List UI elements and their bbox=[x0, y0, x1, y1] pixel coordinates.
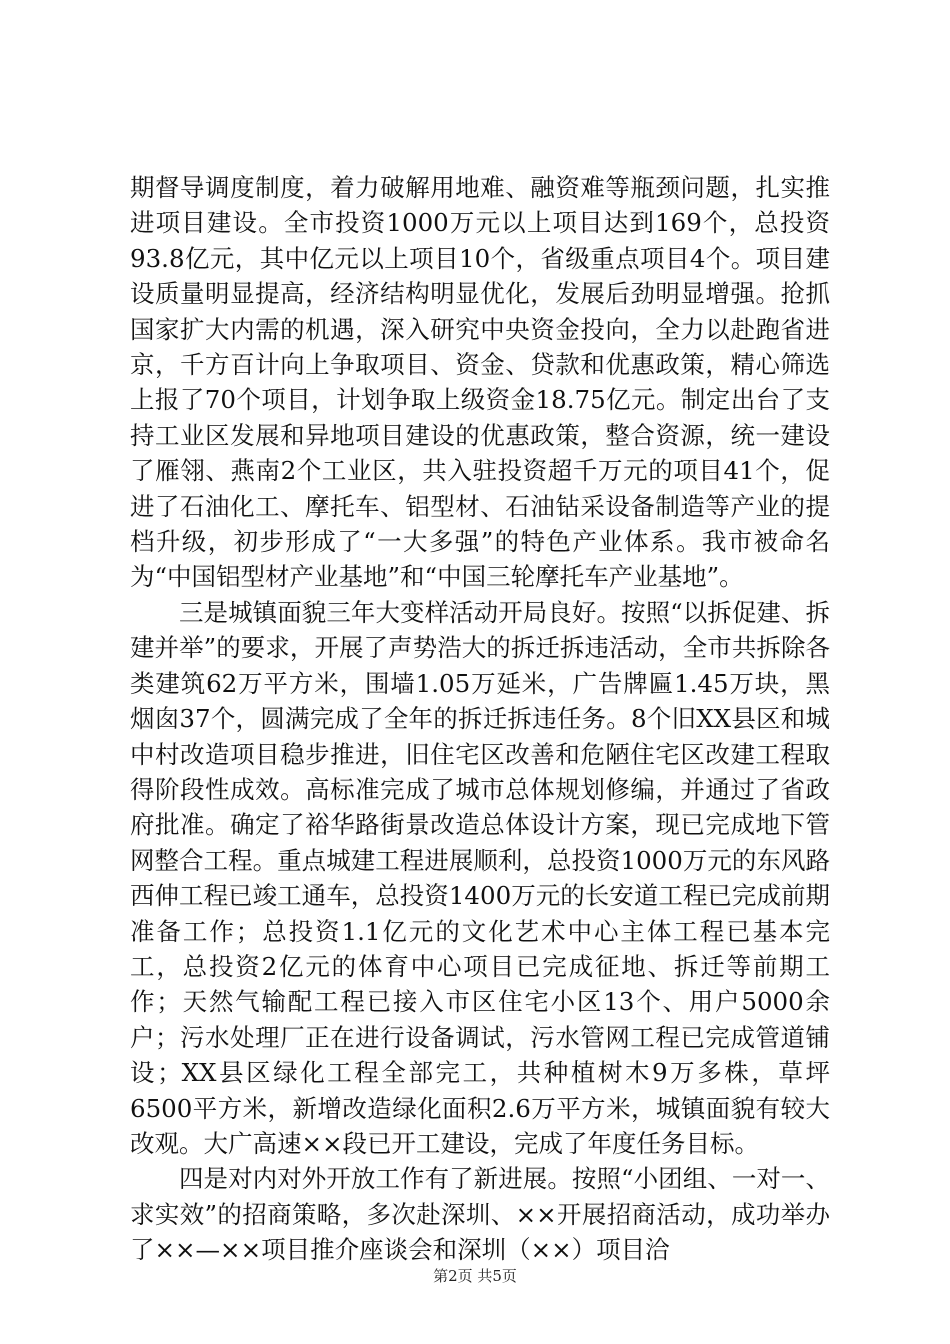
document-body bbox=[130, 170, 830, 1268]
page-footer: 第2页 共5页 bbox=[433, 1267, 517, 1285]
paragraph-3: 四是对内对外开放工作有了新进展。按照“小团组、一对一、求实效”的招商策略，多次赴深圳、××开展招商活动，成功举办了××—××项目推介座谈会和深圳（××）项目洽 bbox=[130, 1164, 830, 1265]
paragraph-2: 三是城镇面貌三年大变样活动开局良好。按照“以拆促建、拆建并举”的要求，开展了声势浩大的拆迁拆违活动，全市共拆除各类建筑62万平方米，围墙1.05万延米，广告牌匾1.45万块，黑烟囱37个，圆满完成了全年的拆迁拆违任务。8个旧XX县区和城中村改造项目稳步推进，旧住宅区改善和危陋住宅区改建工程取得阶段性成效。高标准完成了城市总体规划修编，并通过了省政府批准。确定了裕华路街景改造总体设计方案，现已完成地下管网整合工程。重点城建工程进展顺利，总投资1000万元的东风路西伸工程已竣工通车，总投资1400万元的长安道工程已完成前期准备工作；总投资1.1亿元的文化艺术中心主体工程已基本完工，总投资2亿元的体育中心项目已完成征地、拆迁等前期工作；天然气输配工程已接入市区住宅小区13个、用户5000余户；污水处理厂正在进行设备调试，污水管网工程已完成管道铺设；XX县区绿化工程全部完工，共种植树木9万多株，草坪6500平方米，新增改造绿化面积2.6万平方米，城镇面貌有较大改观。大广高速××段已开工建设，完成了年度任务目标。 bbox=[130, 597, 830, 1158]
paragraph-1: 期督导调度制度，着力破解用地难、融资难等瓶颈问题，扎实推进项目建设。全市投资1000万元以上项目达到169个，总投资93.8亿元，其中亿元以上项目10个，省级重点项目4个。项目建设质量明显提高，经济结构明显优化，发展后劲明显增强。抢抓国家扩大内需的机遇，深入研究中央资金投向，全力以赴跑省进京，千方百计向上争取项目、资金、贷款和优惠政策，精心筛选上报了70个项目，计划争取上级资金18.75亿元。制定出台了支持工业区发展和异地项目建设的优惠政策，整合资源，统一建设了雁翎、燕南2个工业区，共入驻投资超千万元的项目41个，促进了石油化工、摩托车、铝型材、石油钻采设备制造等产业的提档升级，初步形成了“一大多强”的特色产业体系。我市被命名为“中国铝型材产业基地”和“中国三轮摩托车产业基地”。 bbox=[130, 173, 830, 592]
